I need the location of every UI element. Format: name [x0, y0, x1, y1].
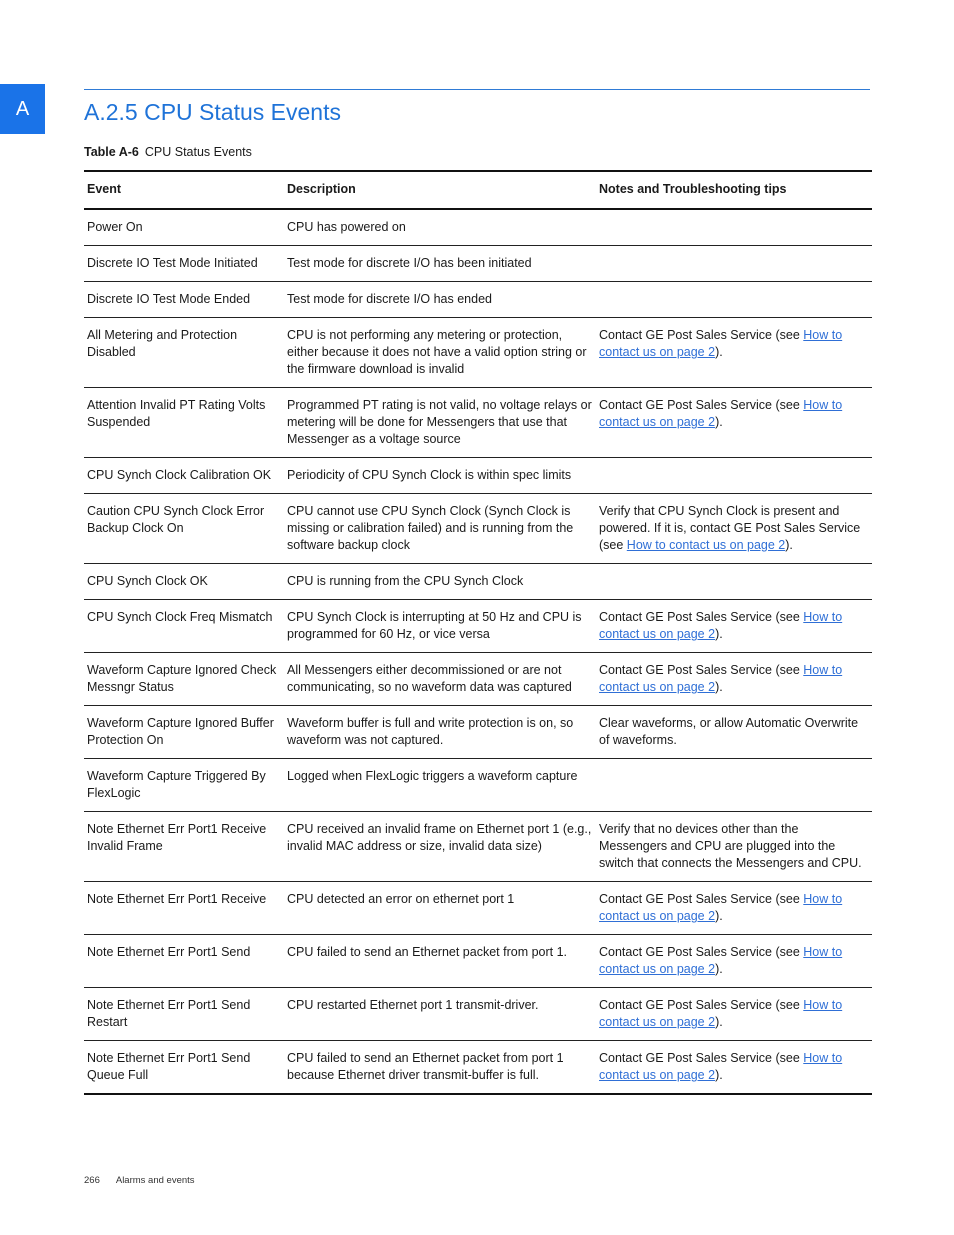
table-caption-label: Table A-6: [84, 145, 139, 159]
description-cell: CPU is running from the CPU Synch Clock: [284, 564, 596, 600]
notes-text-end: ).: [715, 909, 723, 923]
notes-cell: [596, 653, 872, 706]
table-header-row: [84, 171, 872, 209]
notes-text: Clear waveforms, or allow Automatic Overwrite of waveforms.: [599, 716, 859, 747]
event-cell: Note Ethernet Err Port1 Send Queue Full: [84, 1041, 284, 1095]
contact-us-link[interactable]: How to contact us on page 2: [599, 998, 843, 1029]
notes-cell: [596, 494, 872, 564]
table-row: [84, 882, 872, 935]
description-cell: CPU restarted Ethernet port 1 transmit-driver.: [284, 988, 596, 1041]
table-row: [84, 935, 872, 988]
notes-cell: [596, 935, 872, 988]
notes-text-end: ).: [715, 1068, 723, 1082]
notes-text-end: ).: [715, 1015, 723, 1029]
event-cell: Waveform Capture Ignored Check Messngr Status: [84, 653, 284, 706]
description-cell: Test mode for discrete I/O has been initiated: [284, 246, 596, 282]
description-cell: Periodicity of CPU Synch Clock is within spec limits: [284, 458, 596, 494]
contact-us-link[interactable]: How to contact us on page 2: [599, 328, 843, 359]
event-cell: Note Ethernet Err Port1 Send Restart: [84, 988, 284, 1041]
notes-text: Verify that CPU Synch Clock is present and powered. If it is, contact GE Post Sales Service (see: [599, 504, 861, 552]
contact-us-link[interactable]: How to contact us on page 2: [599, 398, 843, 429]
notes-text: Contact GE Post Sales Service (see: [599, 892, 804, 906]
notes-text: Contact GE Post Sales Service (see: [599, 398, 804, 412]
notes-cell: [596, 600, 872, 653]
notes-cell: [596, 1041, 872, 1095]
notes-cell: [596, 882, 872, 935]
appendix-tab: A: [0, 84, 45, 134]
notes-cell: [596, 318, 872, 388]
page-footer: [84, 1175, 195, 1186]
footer-section: Alarms and events: [115, 1175, 195, 1186]
notes-cell: [596, 209, 872, 246]
page-title: A.2.5 CPU Status Events: [84, 99, 341, 125]
description-cell: CPU failed to send an Ethernet packet from port 1.: [284, 935, 596, 988]
event-cell: Discrete IO Test Mode Ended: [84, 282, 284, 318]
notes-text: Contact GE Post Sales Service (see: [599, 945, 804, 959]
event-cell: Note Ethernet Err Port1 Receive Invalid Frame: [84, 812, 284, 882]
table-row: [84, 600, 872, 653]
notes-text: Contact GE Post Sales Service (see: [599, 610, 804, 624]
cpu-status-events-table: [84, 170, 872, 1095]
table-row: [84, 759, 872, 812]
notes-cell: [596, 388, 872, 458]
notes-cell: [596, 564, 872, 600]
event-cell: Note Ethernet Err Port1 Receive: [84, 882, 284, 935]
table-row: [84, 209, 872, 246]
notes-text-end: ).: [785, 538, 793, 552]
heading-rule: [84, 89, 870, 90]
column-header-description: Description: [284, 171, 596, 209]
notes-text-end: ).: [715, 415, 723, 429]
notes-cell: [596, 759, 872, 812]
table-caption-text: CPU Status Events: [144, 145, 252, 159]
contact-us-link[interactable]: How to contact us on page 2: [626, 538, 786, 552]
table-caption: [84, 145, 252, 159]
column-header-notes: Notes and Troubleshooting tips: [596, 171, 872, 209]
notes-text-end: ).: [715, 680, 723, 694]
description-cell: CPU cannot use CPU Synch Clock (Synch Clock is missing or calibration failed) and is running from the software backup clock: [284, 494, 596, 564]
notes-text: Contact GE Post Sales Service (see: [599, 1051, 804, 1065]
table-row: [84, 812, 872, 882]
description-cell: Programmed PT rating is not valid, no voltage relays or metering will be done for Messengers that use that Messenger as a voltage source: [284, 388, 596, 458]
notes-text: Verify that no devices other than the Messengers and CPU are plugged into the switch that connects the Messengers and CPU.: [599, 822, 862, 870]
notes-cell: [596, 812, 872, 882]
table-row: [84, 246, 872, 282]
notes-cell: [596, 458, 872, 494]
event-cell: Power On: [84, 209, 284, 246]
notes-text: Contact GE Post Sales Service (see: [599, 998, 804, 1012]
event-cell: Waveform Capture Ignored Buffer Protection On: [84, 706, 284, 759]
table-row: [84, 494, 872, 564]
table-row: [84, 988, 872, 1041]
table-row: [84, 653, 872, 706]
notes-cell: [596, 246, 872, 282]
description-cell: CPU is not performing any metering or protection, either because it does not have a valid option string or the firmware download is invalid: [284, 318, 596, 388]
contact-us-link[interactable]: How to contact us on page 2: [599, 892, 843, 923]
description-cell: Logged when FlexLogic triggers a waveform capture: [284, 759, 596, 812]
event-cell: CPU Synch Clock OK: [84, 564, 284, 600]
description-cell: CPU has powered on: [284, 209, 596, 246]
description-cell: CPU received an invalid frame on Ethernet port 1 (e.g., invalid MAC address or size, invalid data size): [284, 812, 596, 882]
description-cell: Test mode for discrete I/O has ended: [284, 282, 596, 318]
event-cell: Waveform Capture Triggered By FlexLogic: [84, 759, 284, 812]
table-row: [84, 564, 872, 600]
description-cell: Waveform buffer is full and write protection is on, so waveform was not captured.: [284, 706, 596, 759]
contact-us-link[interactable]: How to contact us on page 2: [599, 1051, 843, 1082]
event-cell: Caution CPU Synch Clock Error Backup Clock On: [84, 494, 284, 564]
column-header-event: Event: [84, 171, 284, 209]
description-cell: CPU failed to send an Ethernet packet from port 1 because Ethernet driver transmit-buffer is full.: [284, 1041, 596, 1095]
event-cell: Note Ethernet Err Port1 Send: [84, 935, 284, 988]
table-row: [84, 458, 872, 494]
notes-cell: [596, 988, 872, 1041]
table-row: [84, 1041, 872, 1095]
notes-cell: [596, 282, 872, 318]
table-row: [84, 706, 872, 759]
notes-text-end: ).: [715, 962, 723, 976]
event-cell: CPU Synch Clock Calibration OK: [84, 458, 284, 494]
event-cell: All Metering and Protection Disabled: [84, 318, 284, 388]
description-cell: CPU Synch Clock is interrupting at 50 Hz and CPU is programmed for 60 Hz, or vice versa: [284, 600, 596, 653]
event-cell: Attention Invalid PT Rating Volts Suspended: [84, 388, 284, 458]
notes-text-end: ).: [715, 627, 723, 641]
contact-us-link[interactable]: How to contact us on page 2: [599, 663, 843, 694]
table-row: [84, 282, 872, 318]
notes-text: Contact GE Post Sales Service (see: [599, 663, 804, 677]
page-number: 266: [84, 1175, 100, 1186]
description-cell: CPU detected an error on ethernet port 1: [284, 882, 596, 935]
notes-cell: [596, 706, 872, 759]
table-row: [84, 318, 872, 388]
table-row: [84, 388, 872, 458]
notes-text: Contact GE Post Sales Service (see: [599, 328, 804, 342]
notes-text-end: ).: [715, 345, 723, 359]
contact-us-link[interactable]: How to contact us on page 2: [599, 945, 843, 976]
description-cell: All Messengers either decommissioned or are not communicating, so no waveform data was captured: [284, 653, 596, 706]
event-cell: Discrete IO Test Mode Initiated: [84, 246, 284, 282]
contact-us-link[interactable]: How to contact us on page 2: [599, 610, 843, 641]
event-cell: CPU Synch Clock Freq Mismatch: [84, 600, 284, 653]
